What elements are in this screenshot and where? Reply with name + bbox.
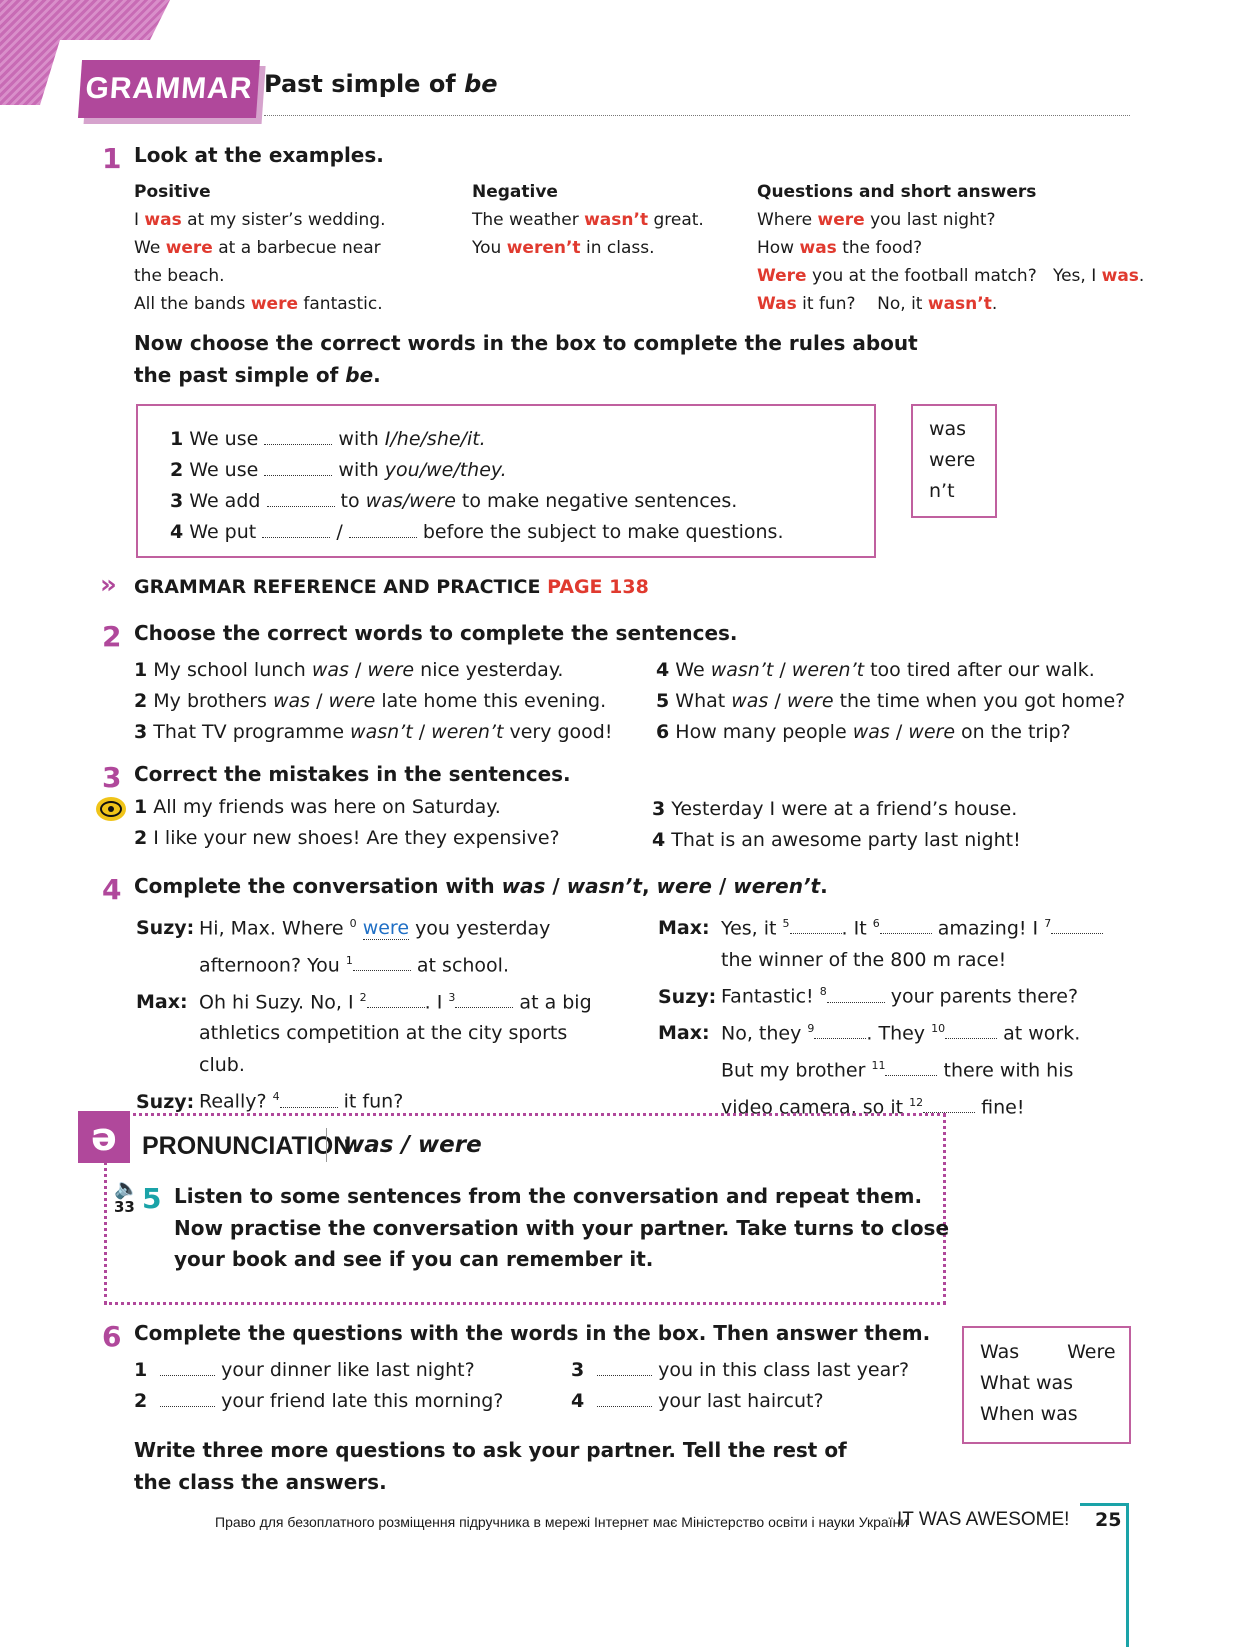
answer-blank[interactable]: [814, 1020, 866, 1039]
conversation-left: Suzy: Hi, Max. Where $^0$ were you yesterday afternoon? You $^1$ at school. Max: Oh hi Suzy. No, I $^2$ . I $^3$ at a big athletics competition at the city sports club. Suzy: Really? $^4$ it fun?: [136, 917, 592, 1113]
rules-list: [170, 424, 784, 548]
pronunciation-divider: [326, 1128, 327, 1162]
exercise-number: 6: [102, 1320, 122, 1353]
rule-item: 3 We add to was/were to make negative sentences.: [170, 490, 738, 512]
list-item: 2 I like your new shoes! Are they expensive?: [134, 827, 560, 849]
answer-blank[interactable]: [267, 488, 335, 507]
ex3-col-left: [134, 792, 560, 854]
answer-blank[interactable]: [367, 989, 425, 1008]
list-item: 5 What was / were the time when you got home?: [656, 690, 1126, 712]
ex6-col-right: [571, 1355, 909, 1417]
answer-blank[interactable]: [349, 519, 417, 538]
unit-title: IT WAS AWESOME!: [897, 1509, 1070, 1530]
list-item: 1 All my friends was here on Saturday.: [134, 796, 501, 818]
ex6-col-left: [134, 1355, 503, 1417]
answer-blank[interactable]: [597, 1388, 652, 1407]
grammar-reference-link[interactable]: GRAMMAR REFERENCE AND PRACTICE PAGE 138: [134, 576, 649, 598]
list-item: 3 That TV programme wasn’t / weren’t very good!: [134, 721, 613, 743]
audio-track-number: 33: [114, 1198, 135, 1216]
pronunciation-topic: was / were: [343, 1132, 482, 1158]
answer-blank[interactable]: [790, 915, 842, 934]
eye-icon: [96, 797, 126, 821]
exercise-instruction: Choose the correct words to complete the sentences.: [134, 621, 738, 645]
answer-blank[interactable]: [280, 1089, 338, 1108]
rules-instruction: Now choose the correct words in the box to complete the rules about the past simple of be.: [134, 331, 918, 387]
question-examples: Questions and short answers Where were you last night? How was the food? Were you at the football match? Yes, I was. Was it fun? No, it wasn’t.: [757, 182, 1145, 314]
write-instruction: Write three more questions to ask your partner. Tell the rest of the class the answers.: [134, 1438, 847, 1494]
word-box-list: was were n’t: [929, 418, 976, 502]
ex2-col-left: [134, 655, 612, 748]
answer-blank[interactable]: [353, 952, 411, 971]
list-item: 4 That is an awesome party last night!: [652, 829, 1021, 851]
list-item: 2 My brothers was / were late home this evening.: [134, 690, 607, 712]
exercise-instruction: Look at the examples.: [134, 143, 384, 167]
negative-examples: Negative The weather wasn’t great. You weren’t in class.: [472, 182, 704, 258]
answer-blank[interactable]: [1051, 915, 1103, 934]
answer-blank[interactable]: [597, 1357, 652, 1376]
double-chevron-icon: »: [100, 570, 117, 600]
list-item: 4 We wasn’t / weren’t too tired after our walk.: [656, 659, 1095, 681]
answer-blank[interactable]: [923, 1094, 975, 1113]
exercise-number: 3: [102, 761, 122, 794]
exercise-instruction: Complete the questions with the words in the box. Then answer them.: [134, 1321, 931, 1345]
list-item: 4 your last haircut?: [571, 1390, 824, 1412]
conversation-right: Max: Yes, it $^5$ . It $^6$ amazing! I $^7$ the winner of the 800 m race! Suzy: Fantastic! $^8$ your parents there? Max: No, they $^9$ . They $^{10}$ at work. But my brother $^{11}$ there with his video camera, so it $^{12}$ fine!: [658, 908, 1103, 1124]
ex3-col-right: [652, 794, 1021, 856]
exercise-instruction: Correct the mistakes in the sentences.: [134, 762, 571, 786]
section-label: GRAMMAR: [78, 60, 260, 118]
rule-item: 1 We use with I/he/she/it.: [170, 428, 486, 450]
copyright-notice: Право для безоплатного розміщення підручника в мережі Інтернет має Міністерство освіти і науки України: [215, 1514, 909, 1530]
schwa-symbol: ə: [78, 1111, 130, 1163]
exercise-number: 4: [102, 873, 122, 906]
pronunciation-instructions: Listen to some sentences from the conversation and repeat them. Now practise the conversation with your partner. Take turns to close your book and see if you can remember it.: [174, 1184, 950, 1271]
list-item: 6 How many people was / were on the trip?: [656, 721, 1071, 743]
page-number: 25: [1095, 1509, 1122, 1531]
word-box-list: Was Were What was When was: [980, 1341, 1116, 1425]
example-answer: were: [362, 917, 410, 940]
answer-blank[interactable]: [827, 984, 885, 1003]
answer-blank[interactable]: [264, 457, 332, 476]
answer-blank[interactable]: [885, 1057, 937, 1076]
ex2-col-right: [656, 655, 1125, 748]
answer-blank[interactable]: [945, 1020, 997, 1039]
audio-icon[interactable]: 🔈: [114, 1176, 139, 1200]
exercise-number: 1: [102, 142, 122, 175]
exercise-number: 2: [102, 620, 122, 653]
page-title: Past simple of be: [264, 70, 498, 98]
positive-examples: Positive I was at my sister’s wedding. We were at a barbecue near the beach. All the bands were fantastic.: [134, 182, 386, 314]
answer-blank[interactable]: [160, 1357, 215, 1376]
list-item: 1 your dinner like last night?: [134, 1359, 475, 1381]
title-divider: [264, 115, 1130, 116]
exercise-instruction: Complete the conversation with was / wasn’t, were / weren’t.: [134, 874, 828, 898]
pronunciation-label: PRONUNCIATION: [142, 1132, 352, 1160]
answer-blank[interactable]: [455, 989, 513, 1008]
answer-blank[interactable]: [264, 426, 332, 445]
answer-blank[interactable]: [880, 915, 932, 934]
exercise-number: 5: [142, 1182, 162, 1215]
list-item: 3 Yesterday I were at a friend’s house.: [652, 798, 1018, 820]
list-item: 1 My school lunch was / were nice yesterday.: [134, 659, 564, 681]
list-item: 3 you in this class last year?: [571, 1359, 910, 1381]
answer-blank[interactable]: [160, 1388, 215, 1407]
rule-item: 4 We put / before the subject to make questions.: [170, 521, 784, 543]
answer-blank[interactable]: [262, 519, 330, 538]
list-item: 2 your friend late this morning?: [134, 1390, 504, 1412]
rule-item: 2 We use with you/we/they.: [170, 459, 507, 481]
